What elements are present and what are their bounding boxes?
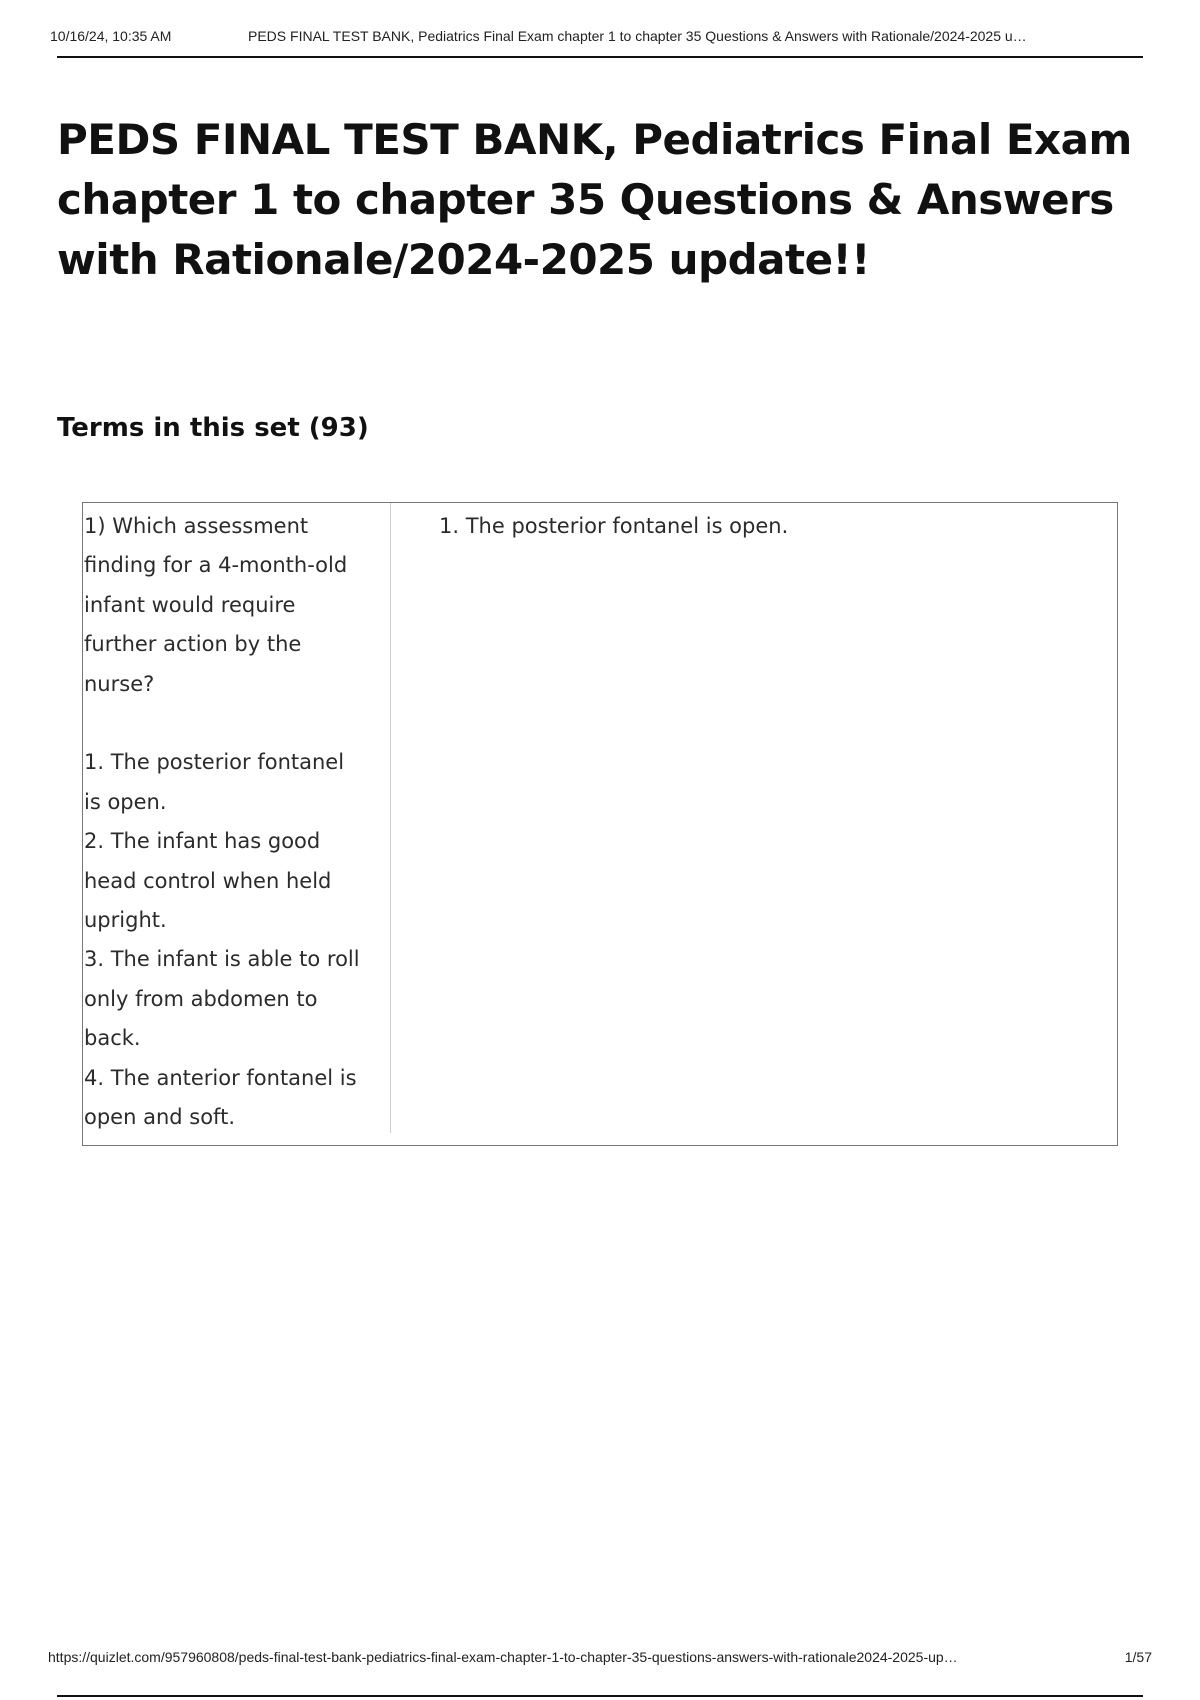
page-title: PEDS FINAL TEST BANK, Pediatrics Final Exam chapter 1 to chapter 35 Questions & Answers with Rationale/2024-2025 update!! <box>57 115 1132 284</box>
print-url[interactable]: https://quizlet.com/957960808/peds-final-test-bank-pediatrics-final-exam-chapter-1-to-chapter-35-questions-answers-with-rationale2024-2025-up… <box>48 1649 958 1665</box>
header-divider <box>57 56 1143 58</box>
page-number: 1/57 <box>1124 1649 1152 1665</box>
term-answer: 1. The posterior fontanel is open. <box>439 514 789 538</box>
print-date: 10/16/24, 10:35 AM <box>50 28 172 44</box>
print-doc-title: PEDS FINAL TEST BANK, Pediatrics Final Exam chapter 1 to chapter 35 Questions & Answers with Rationale/2024-2025 u… <box>248 28 1027 44</box>
term-question: 1) Which assessment finding for a 4-month-old infant would require further action by the nurse? 1. The posterior fontanel is open. 2. The infant has good head control when held upright. 3. The infant is able to roll only from abdomen to back. 4. The anterior fontanel is open and soft. <box>83 503 391 1133</box>
print-header <box>50 28 1142 52</box>
footer-divider <box>57 1695 1143 1697</box>
print-footer <box>48 1649 1152 1671</box>
terms-count-heading: Terms in this set (93) <box>57 413 369 443</box>
terms-table <box>82 502 1118 1146</box>
